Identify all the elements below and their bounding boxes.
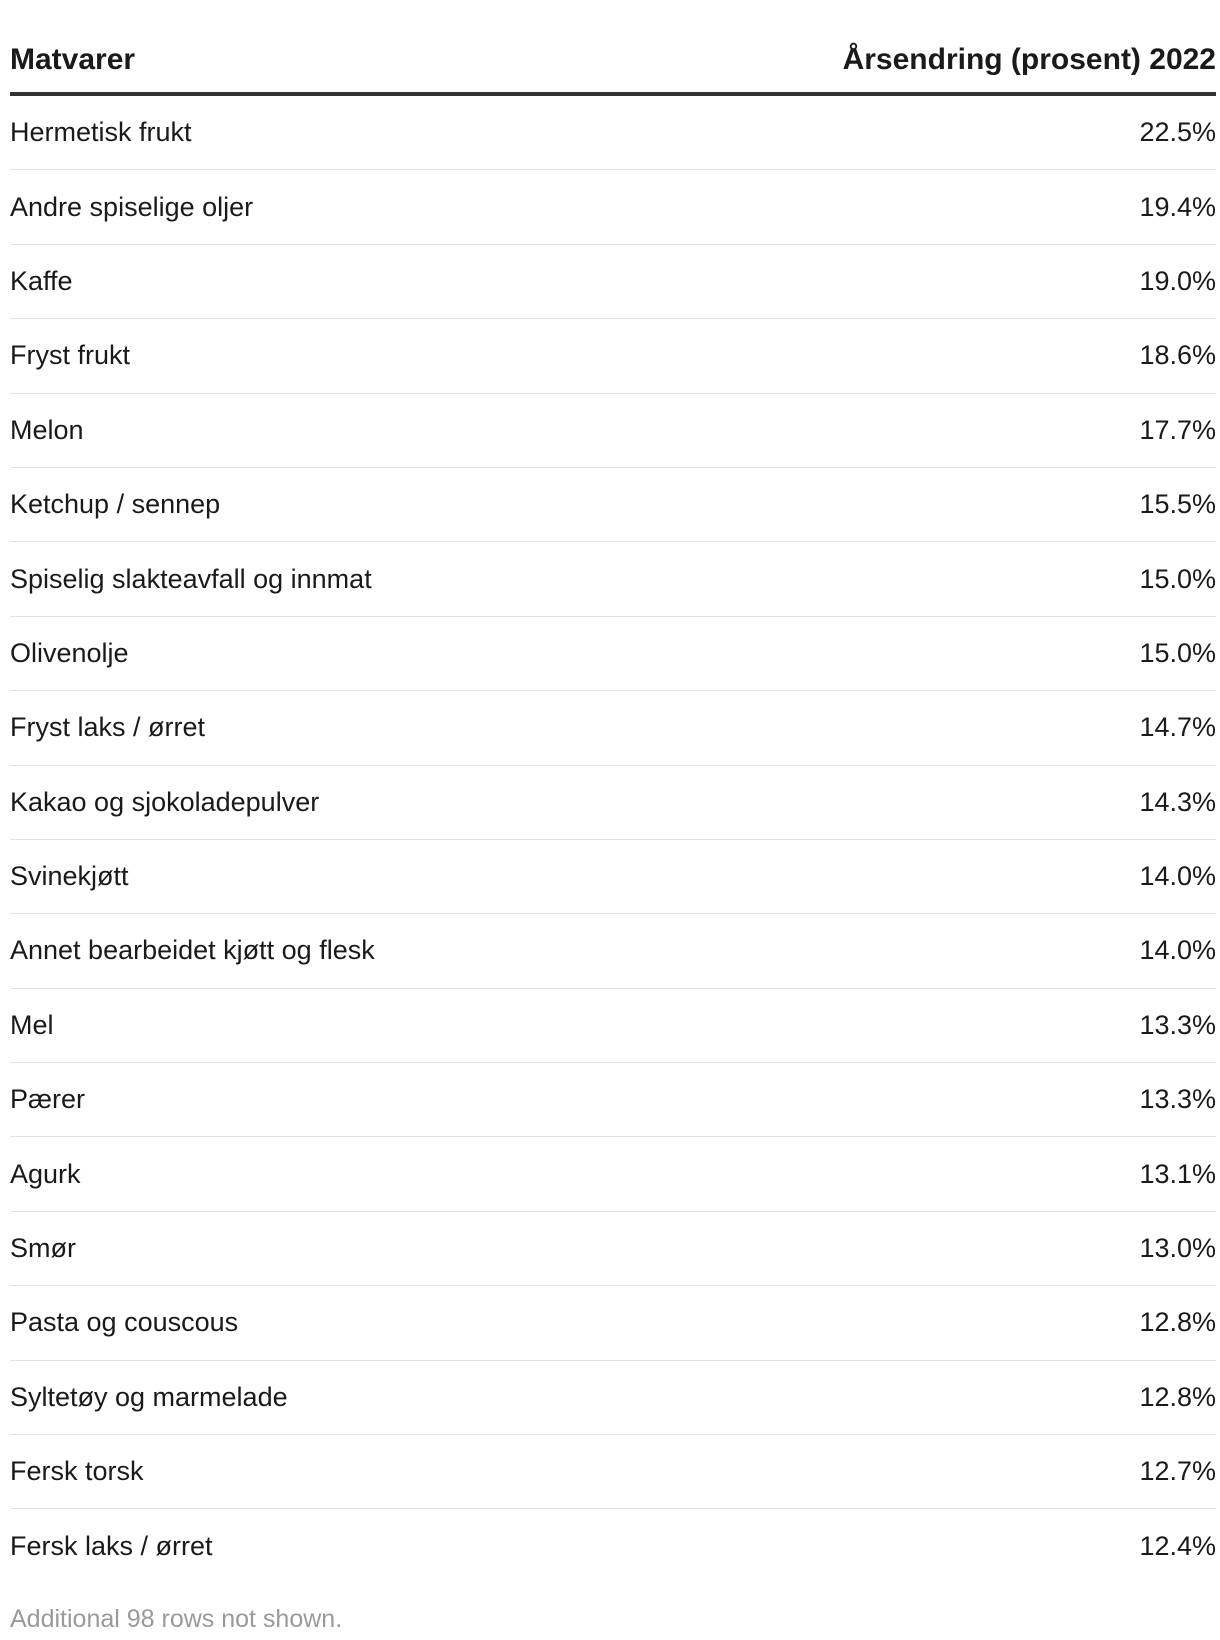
change-value-cell: 19.4% xyxy=(1139,191,1216,222)
food-name-cell: Pærer xyxy=(10,1084,86,1115)
food-name-cell: Fersk laks / ørret xyxy=(10,1531,213,1562)
table-row xyxy=(10,989,1216,1063)
change-value-cell: 12.4% xyxy=(1139,1531,1216,1562)
table-row xyxy=(10,1361,1216,1435)
food-name-cell: Spiselig slakteavfall og innmat xyxy=(10,563,372,594)
table-row xyxy=(10,1509,1216,1583)
food-name-cell: Andre spiselige oljer xyxy=(10,191,254,222)
change-value-cell: 14.0% xyxy=(1139,935,1216,966)
change-value-cell: 15.0% xyxy=(1139,563,1216,594)
change-value-cell: 13.1% xyxy=(1139,1158,1216,1189)
change-value-cell: 17.7% xyxy=(1139,414,1216,445)
food-name-cell: Melon xyxy=(10,414,84,445)
table-row xyxy=(10,542,1216,616)
food-name-cell: Olivenolje xyxy=(10,637,129,668)
table-body xyxy=(10,96,1216,1584)
table-row xyxy=(10,319,1216,393)
change-value-cell: 12.8% xyxy=(1139,1381,1216,1412)
change-value-cell: 12.7% xyxy=(1139,1456,1216,1487)
change-value-cell: 14.7% xyxy=(1139,712,1216,743)
table-row xyxy=(10,1435,1216,1509)
change-value-cell: 13.0% xyxy=(1139,1233,1216,1264)
change-value-cell: 15.5% xyxy=(1139,489,1216,520)
food-name-cell: Fersk torsk xyxy=(10,1456,144,1487)
table-row xyxy=(10,914,1216,988)
change-value-cell: 19.0% xyxy=(1139,265,1216,296)
food-name-cell: Kaffe xyxy=(10,265,73,296)
food-name-cell: Annet bearbeidet kjøtt og flesk xyxy=(10,935,375,966)
change-value-cell: 14.3% xyxy=(1139,786,1216,817)
change-value-cell: 15.0% xyxy=(1139,637,1216,668)
food-name-cell: Mel xyxy=(10,1009,54,1040)
table-row xyxy=(10,245,1216,319)
change-value-cell: 13.3% xyxy=(1139,1084,1216,1115)
food-name-cell: Hermetisk frukt xyxy=(10,117,192,148)
table-row xyxy=(10,1286,1216,1360)
data-table xyxy=(10,28,1216,1584)
table-row xyxy=(10,468,1216,542)
food-name-cell: Kakao og sjokoladepulver xyxy=(10,786,320,817)
food-name-cell: Pasta og couscous xyxy=(10,1307,239,1338)
change-value-cell: 12.8% xyxy=(1139,1307,1216,1338)
table-row xyxy=(10,170,1216,244)
food-name-cell: Syltetøy og marmelade xyxy=(10,1381,288,1412)
table-row xyxy=(10,617,1216,691)
table-row xyxy=(10,691,1216,765)
table-row xyxy=(10,96,1216,170)
table-row xyxy=(10,1212,1216,1286)
food-name-cell: Fryst frukt xyxy=(10,340,130,371)
food-name-cell: Smør xyxy=(10,1233,76,1264)
table-header xyxy=(10,28,1216,96)
table-row xyxy=(10,394,1216,468)
change-value-cell: 22.5% xyxy=(1139,117,1216,148)
table-row xyxy=(10,1063,1216,1137)
change-value-cell: 13.3% xyxy=(1139,1009,1216,1040)
change-value-cell: 18.6% xyxy=(1139,340,1216,371)
table-row xyxy=(10,1137,1216,1211)
change-value-cell: 14.0% xyxy=(1139,861,1216,892)
column-header-food: Matvarer xyxy=(10,43,136,76)
column-header-change: Årsendring (prosent) 2022 xyxy=(842,43,1216,76)
footer-note: Additional 98 rows not shown. xyxy=(10,1605,343,1633)
food-name-cell: Svinekjøtt xyxy=(10,861,129,892)
table-row xyxy=(10,766,1216,840)
food-name-cell: Ketchup / sennep xyxy=(10,489,221,520)
food-name-cell: Agurk xyxy=(10,1158,81,1189)
table-row xyxy=(10,840,1216,914)
food-name-cell: Fryst laks / ørret xyxy=(10,712,205,743)
